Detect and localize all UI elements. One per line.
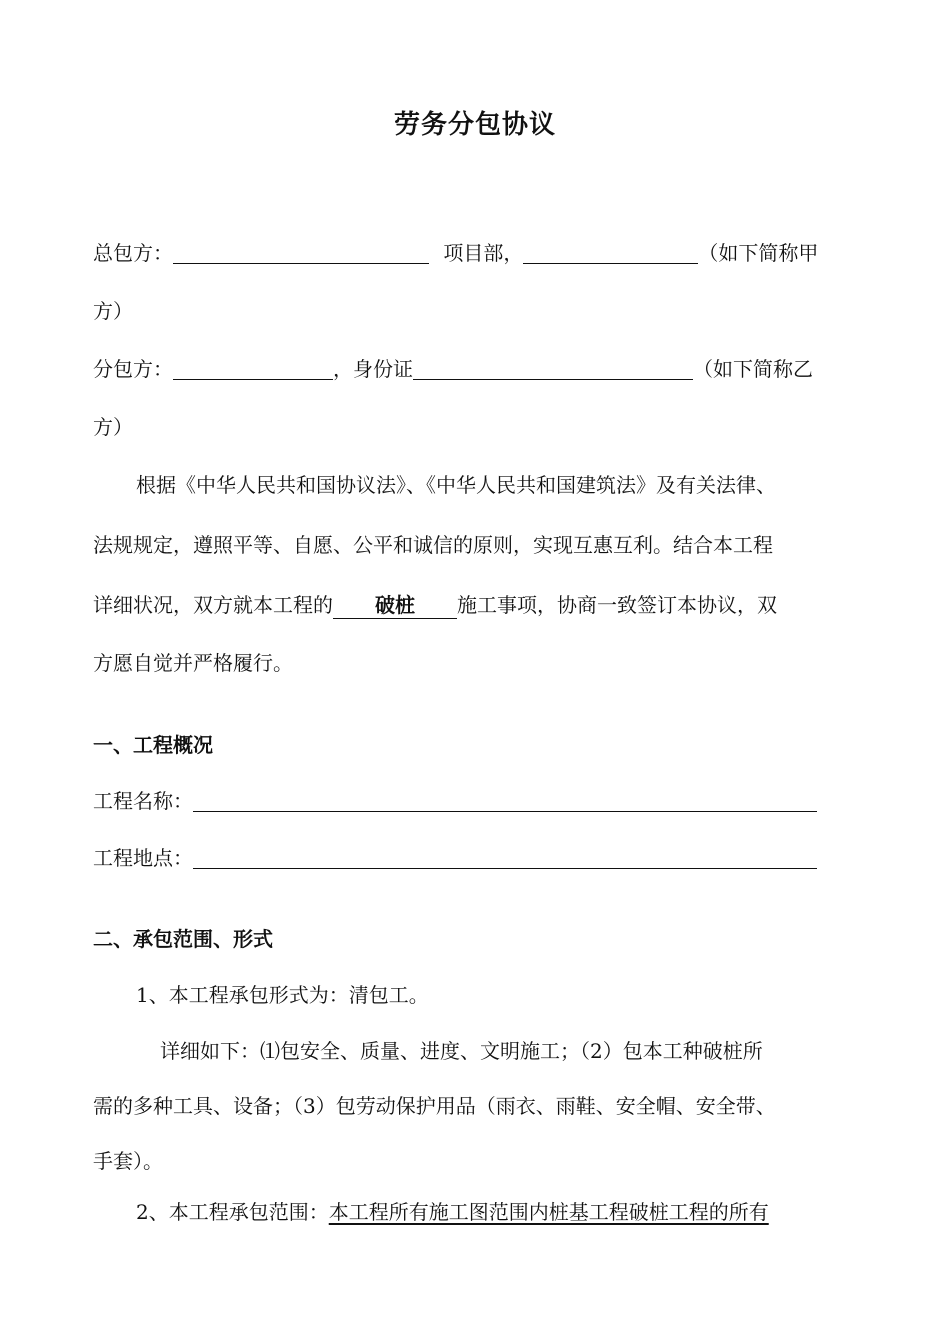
project-name-line (93, 786, 817, 816)
clause-2-text: 本工程所有施工图范围内桩基工程破桩工程的所有 (328, 1200, 769, 1224)
work-item-field[interactable]: 破桩 (333, 592, 457, 619)
intro-line-3b: 施工事项，协商一致签订本协议，双 (457, 593, 777, 617)
subcontractor-label: 分包方： (93, 357, 173, 381)
intro-line-3a: 详细状况，双方就本工程的 (93, 593, 333, 617)
detail-line-2: 需的多种工具、设备；（3）包劳动保护用品（雨衣、雨鞋、安全帽、安全带、 (93, 1094, 776, 1118)
id-label: ，身份证 (333, 357, 413, 381)
clause-2 (136, 1197, 769, 1227)
section2-heading: 二、承包范围、形式 (93, 927, 273, 951)
clause-1: 1、本工程承包形式为：清包工。 (136, 983, 429, 1007)
document-title: 劳务分包协议 (393, 110, 556, 140)
detail-line-3: 手套）。 (93, 1149, 163, 1173)
party-a-note: （如下简称甲 (698, 241, 819, 265)
section1-heading: 一、工程概况 (93, 733, 213, 757)
project-dept-label: 项目部， (443, 241, 524, 265)
clause-2-label: 2、本工程承包范围： (136, 1200, 329, 1224)
project-name-label: 工程名称： (93, 789, 193, 813)
party-b-note: （如下简称乙 (693, 357, 813, 381)
intro-line-1: 根据《中华人民共和国协议法》、《中华人民共和国建筑法》及有关法律、 (136, 473, 776, 497)
project-location-blank[interactable] (193, 846, 817, 869)
party-b-note-cont: 方） (93, 415, 133, 439)
project-location-label: 工程地点： (93, 846, 193, 870)
contractor-blank[interactable] (173, 241, 429, 264)
intro-line-4: 方愿自觉并严格履行。 (93, 651, 293, 675)
intro-line-3 (93, 590, 777, 620)
project-location-line (93, 843, 817, 873)
subcontractor-blank[interactable] (173, 357, 333, 380)
contractor-label: 总包方： (93, 241, 173, 265)
intro-line-2: 法规规定，遵照平等、自愿、公平和诚信的原则，实现互惠互利。结合本工程 (93, 533, 773, 557)
subcontractor-line (93, 354, 813, 384)
id-blank[interactable] (413, 357, 693, 380)
project-name-blank[interactable] (193, 789, 817, 812)
contractor-line (93, 238, 818, 268)
project-dept-blank[interactable] (523, 241, 698, 264)
detail-line-1: 详细如下：⑴包安全、质量、进度、文明施工；（2）包本工种破桩所 (160, 1039, 763, 1063)
party-a-note-cont: 方） (93, 299, 133, 323)
